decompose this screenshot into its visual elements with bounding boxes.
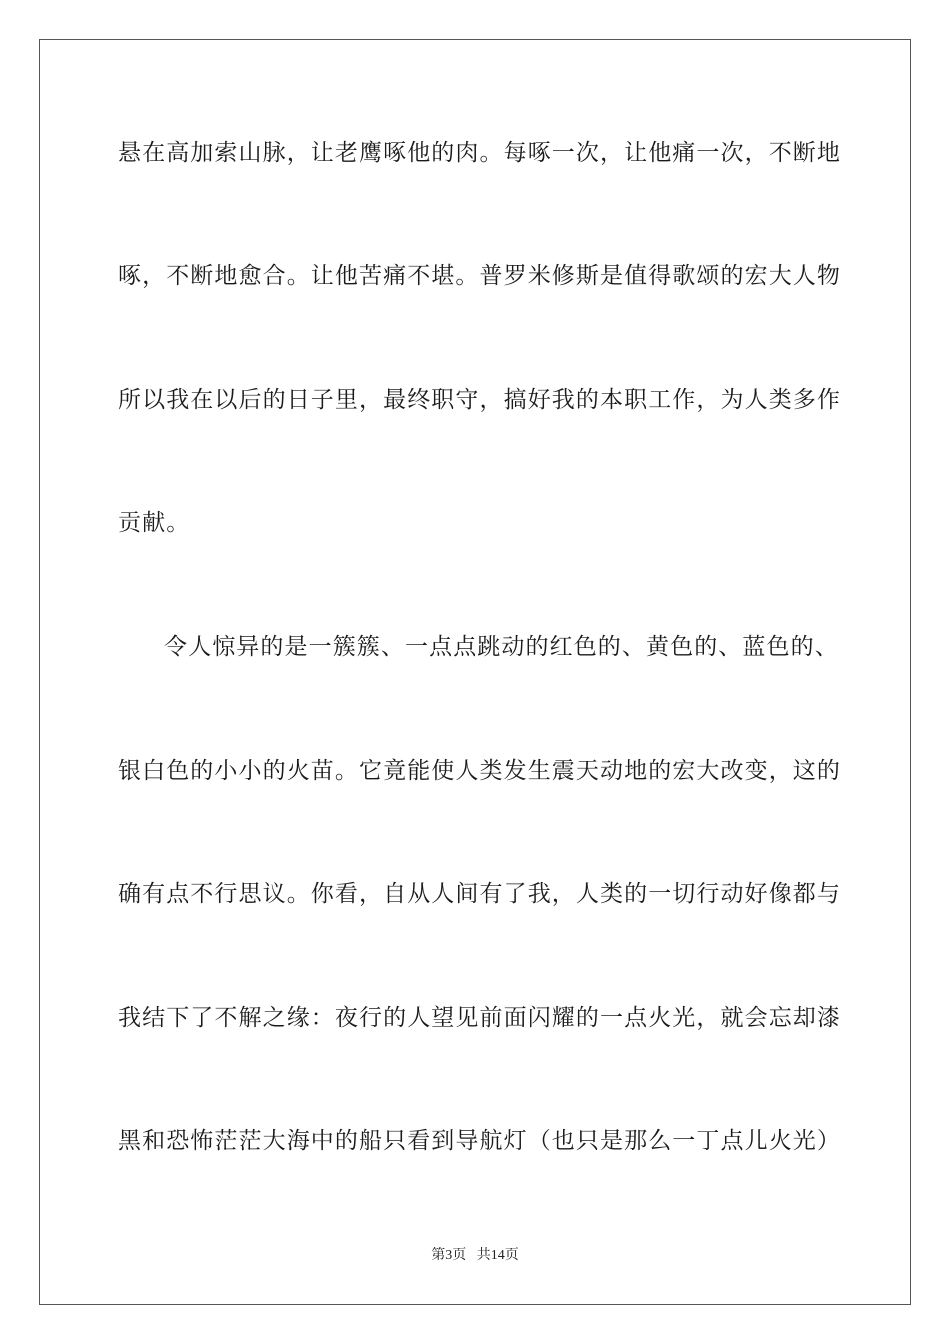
body-text-line: 银白色的小小的火苗。它竟能使人类发生震天动地的宏大改变，这的 [118,758,841,784]
body-text-line: 贡献。 [118,510,191,536]
footer-separator [466,1248,477,1263]
page-footer [0,1247,950,1265]
body-text-line: 确有点不行思议。你看，自从人间有了我，人类的一切行动好像都与 [118,881,841,907]
body-text-line: 黑和恐怖茫茫大海中的船只看到导航灯（也只是那么一丁点儿火光） [118,1128,841,1154]
body-text-line: 悬在高加索山脉，让老鹰啄他的肉。每啄一次，让他痛一次，不断地 [118,140,841,166]
page-number: 第3页 [431,1248,467,1263]
body-text-line: 我结下了不解之缘：夜行的人望见前面闪耀的一点火光，就会忘却漆 [118,1005,841,1031]
total-pages: 共14页 [476,1248,519,1263]
page-border [39,39,911,1305]
body-text-line: 所以我在以后的日子里，最终职守，搞好我的本职工作，为人类多作 [118,387,841,413]
body-text-line: 啄，不断地愈合。让他苦痛不堪。普罗米修斯是值得歌颂的宏大人物 [118,263,841,289]
paragraph-first-line: 令人惊异的是一簇簇、一点点跳动的红色的、黄色的、蓝色的、 [164,634,839,660]
